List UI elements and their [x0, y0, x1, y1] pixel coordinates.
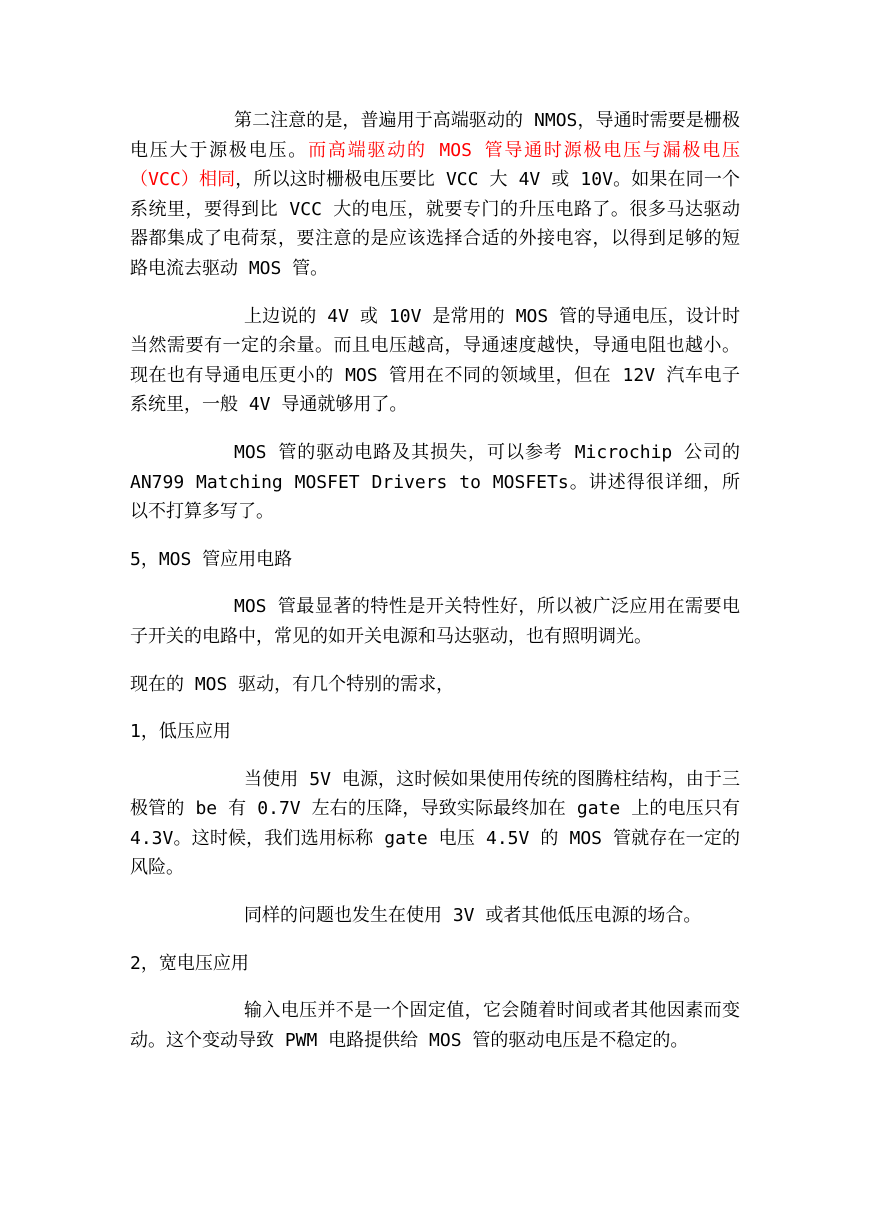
subheading-wide-voltage-application: 2，宽电压应用	[130, 952, 249, 974]
paragraph-driver-reference: MOS 管的驱动电路及其损失，可以参考 Microchip 公司的 AN799 Matching MOSFET Drivers to MOSFETs。讲述得很详细，所以不打算多写了。	[130, 441, 740, 523]
subheading-low-voltage-application: 1，低压应用	[130, 721, 231, 743]
paragraph-3v-supply: 同样的问题也发生在使用 3V 或者其他低压电源的场合。	[244, 905, 702, 927]
paragraph-5v-supply: 当使用 5V 电源，这时候如果使用传统的图腾柱结构，由于三极管的 be 有 0.7V 左右的压降，导致实际最终加在 gate 上的电压只有 4.3V。这时候，我们选用标称 gate 电压 4.5V 的 MOS 管就存在一定的风险。	[130, 768, 740, 879]
paragraph-turn-on-voltage: 上边说的 4V 或 10V 是常用的 MOS 管的导通电压，设计时当然需要有一定的余量。而且电压越高，导通速度越快，导通电阻也越小。现在也有导通电压更小的 MOS 管用在不同的领域里，但在 12V 汽车电子系统里，一般 4V 导通就够用了。	[130, 305, 740, 416]
paragraph-special-requirements: 现在的 MOS 驱动，有几个特别的需求，	[130, 673, 455, 695]
section-heading-mos-application-circuits: 5，MOS 管应用电路	[130, 548, 293, 570]
paragraph-high-side-drive	[130, 106, 740, 284]
highlighted-text: 而高端驱动的 MOS 管导通时源极电压与漏极电压（VCC）相同	[130, 139, 741, 191]
paragraph-text: 第二注意的是，普遍用于高端驱动的 NMOS，导通时需要是栅极电压大于源极电压。	[130, 110, 740, 161]
paragraph-text: ，所以这时栅极电压要比 VCC 大 4V 或 10V。如果在同一个系统里，要得到比 VCC 大的电压，就要专门的升压电路了。很多马达驱动器都集成了电荷泵，要注意的是应该选择合适的外接电容，以得到足够的短路电流去驱动 MOS 管。	[130, 169, 740, 279]
paragraph-switching-characteristics: MOS 管最显著的特性是开关特性好，所以被广泛应用在需要电子开关的电路中，常见的如开关电源和马达驱动，也有照明调光。	[130, 596, 740, 647]
paragraph-input-voltage-variation: 输入电压并不是一个固定值，它会随着时间或者其他因素而变动。这个变动导致 PWM 电路提供给 MOS 管的驱动电压是不稳定的。	[130, 1000, 740, 1051]
document-body	[130, 106, 740, 1073]
